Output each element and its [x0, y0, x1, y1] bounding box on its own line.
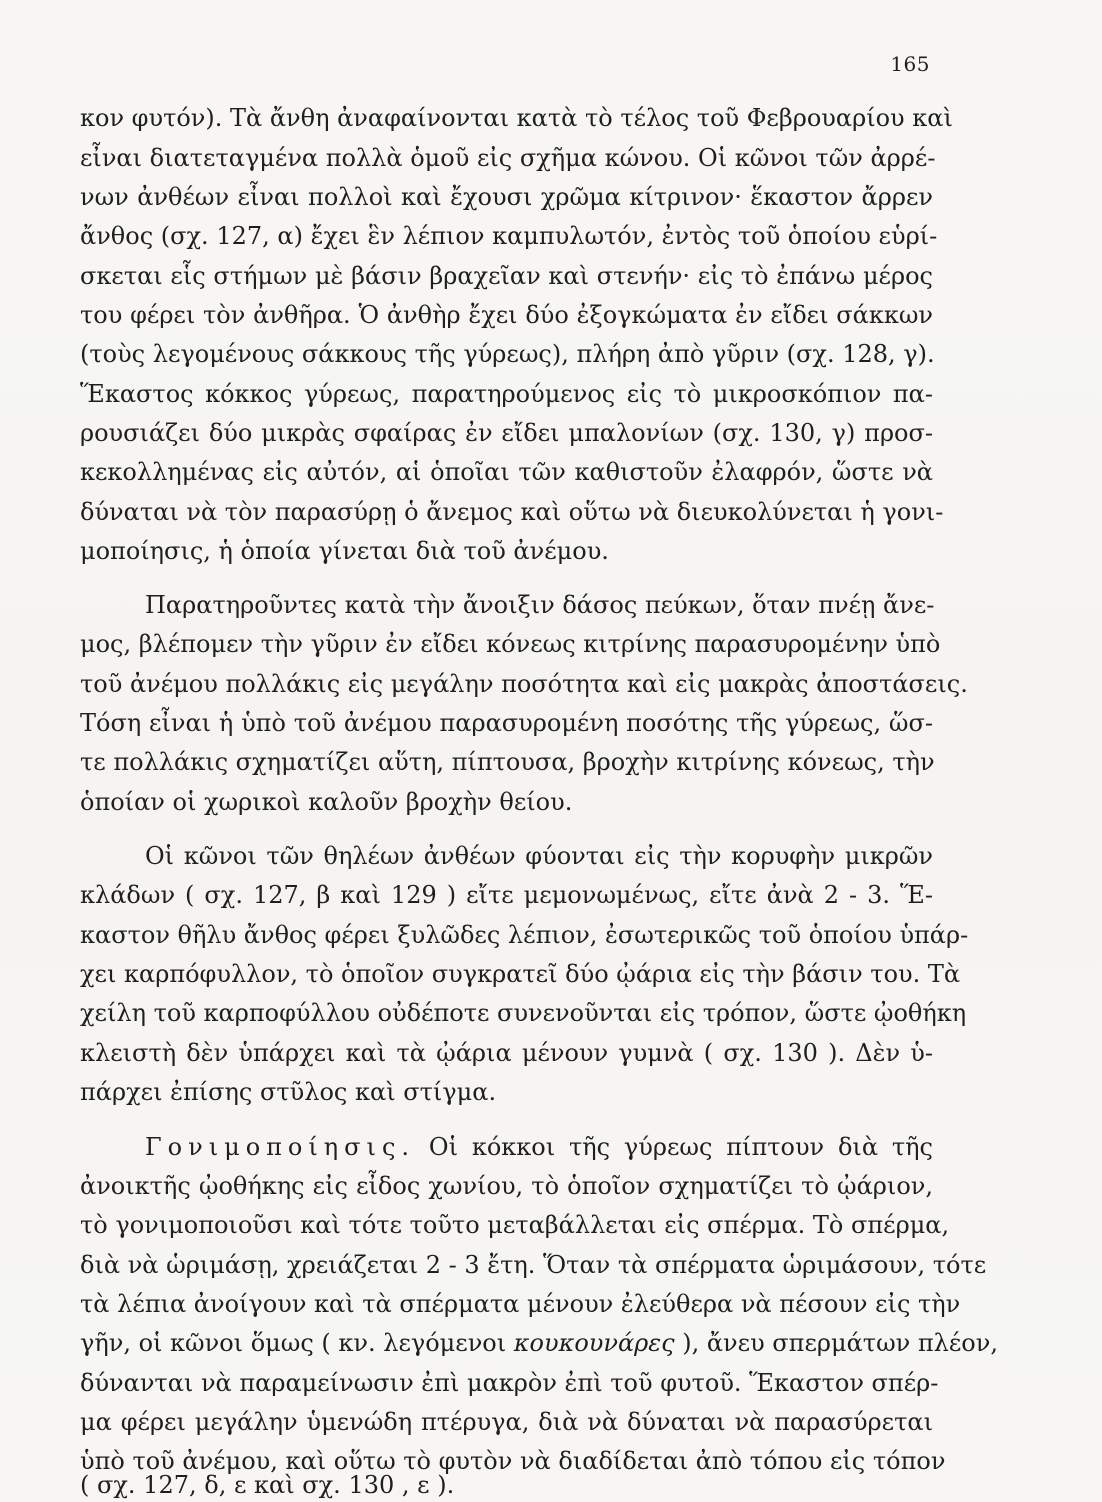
paragraph-3-line-1: Οἱ κῶνοι τῶν θηλέων ἀνθέων φύονται εἰς τὴν κορυφὴν μικρῶν: [145, 842, 933, 870]
paragraph-1-line-3: νων ἀνθέων εἶναι πολλοὶ καὶ ἔχουσι χρῶμα κίτρινον· ἕκαστον ἄρρεν: [80, 183, 933, 211]
paragraph-4-line-5: τὰ λέπια ἀνοίγουν καὶ τὰ σπέρματα μένουν ἐλεύθερα νὰ πέσουν εἰς τὴν: [80, 1290, 961, 1318]
paragraph-1-line-12: μοποίησις, ἡ ὁποία γίνεται διὰ τοῦ ἀνέμου.: [80, 537, 609, 565]
paragraph-1-line-11: δύναται νὰ τὸν παρασύρῃ ὁ ἄνεμος καὶ οὕτω νὰ διευκολύνεται ἡ γονι-: [80, 498, 944, 526]
paragraph-4-line-1-rest: Οἱ κόκκοι τῆς γύρεως πίπτουν διὰ τῆς: [428, 1133, 933, 1161]
paragraph-2-line-1: Παρατηροῦντες κατὰ τὴν ἄνοιξιν δάσος πεύκων, ὅταν πνέῃ ἄνε-: [145, 591, 935, 619]
paragraph-3-line-4: χει καρπόφυλλον, τὸ ὁποῖον συγκρατεῖ δύο ᾠάρια εἰς τὴν βάσιν του. Τὰ: [80, 960, 961, 988]
paragraph-3-line-6: κλειστὴ δὲν ὑπάρχει καὶ τὰ ᾠάρια μένουν γυμνὰ ( σχ. 130 ). Δὲν ὑ-: [80, 1039, 933, 1067]
paragraph-2-line-5: τε πολλάκις σχηματίζει αὕτη, πίπτουσα, βροχὴν κιτρίνης κόνεως, τὴν: [80, 748, 935, 776]
paragraph-3-line-2: κλάδων ( σχ. 127, β καὶ 129 ) εἴτε μεμονωμένως, εἴτε ἀνὰ 2 - 3. Ἕ-: [80, 881, 933, 909]
paragraph-4-line-10: ( σχ. 127, δ, ε καὶ σχ. 130 , ε ).: [80, 1471, 455, 1499]
paragraph-1-line-6: του φέρει τὸν ἀνθῆρα. Ὁ ἀνθὴρ ἔχει δύο ἐξογκώματα ἐν εἴδει σάκκων: [80, 301, 933, 329]
paragraph-2-line-2: μος, βλέπομεν τὴν γῦριν ἐν εἴδει κόνεως κιτρίνης παρασυρομένην ὑπὸ: [80, 630, 941, 658]
paragraph-1-line-9: ρουσιάζει δύο μικρὰς σφαίρας ἐν εἴδει μπαλονίων (σχ. 130, γ) προσ-: [80, 419, 933, 447]
paragraph-2-line-3: τοῦ ἀνέμου πολλάκις εἰς μεγάλην ποσότητα καὶ εἰς μακρὰς ἀποστάσεις.: [80, 670, 968, 698]
paragraph-3-line-7: πάρχει ἐπίσης στῦλος καὶ στίγμα.: [80, 1078, 497, 1106]
paragraph-4-line-6-end: ), ἄνευ σπερμάτων πλέον,: [682, 1329, 998, 1357]
paragraph-1-line-5: σκεται εἷς στήμων μὲ βάσιν βραχεῖαν καὶ στενήν· εἰς τὸ ἐπάνω μέρος: [80, 262, 933, 290]
paragraph-3-line-3: καστον θῆλυ ἄνθος φέρει ξυλῶδες λέπιον, ἐσωτερικῶς τοῦ ὁποίου ὑπάρ-: [80, 921, 969, 949]
paragraph-4-line-7: δύνανται νὰ παραμείνωσιν ἐπὶ μακρὸν ἐπὶ τοῦ φυτοῦ. Ἕκαστον σπέρ-: [80, 1369, 939, 1397]
paragraph-4-line-9: ὑπὸ τοῦ ἀνέμου, καὶ οὕτω τὸ φυτὸν νὰ διαδίδεται ἀπὸ τόπου εἰς τόπον: [80, 1447, 946, 1475]
paragraph-1-line-8: Ἕκαστος κόκκος γύρεως, παρατηρούμενος εἰς τὸ μικροσκόπιον πα-: [80, 380, 933, 408]
paragraph-1-line-1: κον φυτόν). Τὰ ἄνθη ἀναφαίνονται κατὰ τὸ τέλος τοῦ Φεβρουαρίου καὶ: [80, 104, 953, 132]
paragraph-4-line-2: ἀνοικτῆς ᾠοθήκης εἰς εἶδος χωνίου, τὸ ὁποῖον σχηματίζει τὸ ᾠάριον,: [80, 1172, 933, 1200]
paragraph-4-line-8: μα φέρει μεγάλην ὑμενώδη πτέρυγα, διὰ νὰ δύναται νὰ παρασύρεται: [80, 1408, 933, 1436]
page-number: 165: [890, 52, 930, 76]
paragraph-4-line-1: [145, 1130, 933, 1164]
paragraph-1-line-2: εἶναι διατεταγμένα πολλὰ ὁμοῦ εἰς σχῆμα κώνου. Οἱ κῶνοι τῶν ἀρρέ-: [80, 144, 936, 172]
paragraph-4-line-6: [80, 1326, 998, 1360]
paragraph-4-line-3: τὸ γονιμοποιοῦσι καὶ τότε τοῦτο μεταβάλλεται εἰς σπέρμα. Τὸ σπέρμα,: [80, 1211, 950, 1239]
paragraph-2-line-4: Τόση εἶναι ἡ ὑπὸ τοῦ ἀνέμου παρασυρομένη ποσότης τῆς γύρεως, ὥσ-: [80, 709, 933, 737]
section-heading: Γονιμοποίησις.: [145, 1133, 416, 1161]
paragraph-1-line-4: ἄνθος (σχ. 127, α) ἔχει ἓν λέπιον καμπυλωτόν, ἐντὸς τοῦ ὁποίου εὑρί-: [80, 222, 938, 250]
italic-term: κουκουνάρες: [513, 1329, 675, 1357]
paragraph-4-line-6-start: γῆν, οἱ κῶνοι ὅμως ( κν. λεγόμενοι: [80, 1329, 507, 1357]
paragraph-1-line-7: (τοὺς λεγομένους σάκκους τῆς γύρεως), πλήρη ἀπὸ γῦριν (σχ. 128, γ).: [80, 340, 935, 368]
paragraph-3-line-5: χείλη τοῦ καρποφύλλου οὐδέποτε συνενοῦνται εἰς τρόπον, ὥστε ᾠοθήκη: [80, 999, 967, 1027]
paragraph-2-line-6: ὁποίαν οἱ χωρικοὶ καλοῦν βροχὴν θείου.: [80, 788, 573, 816]
paragraph-4-line-4: διὰ νὰ ὡριμάσῃ, χρειάζεται 2 - 3 ἔτη. Ὅταν τὰ σπέρματα ὡριμάσουν, τότε: [80, 1251, 987, 1279]
paragraph-1-line-10: κεκολλημένας εἰς αὐτόν, αἱ ὁποῖαι τῶν καθιστοῦν ἐλαφρόν, ὥστε νὰ: [80, 458, 933, 486]
